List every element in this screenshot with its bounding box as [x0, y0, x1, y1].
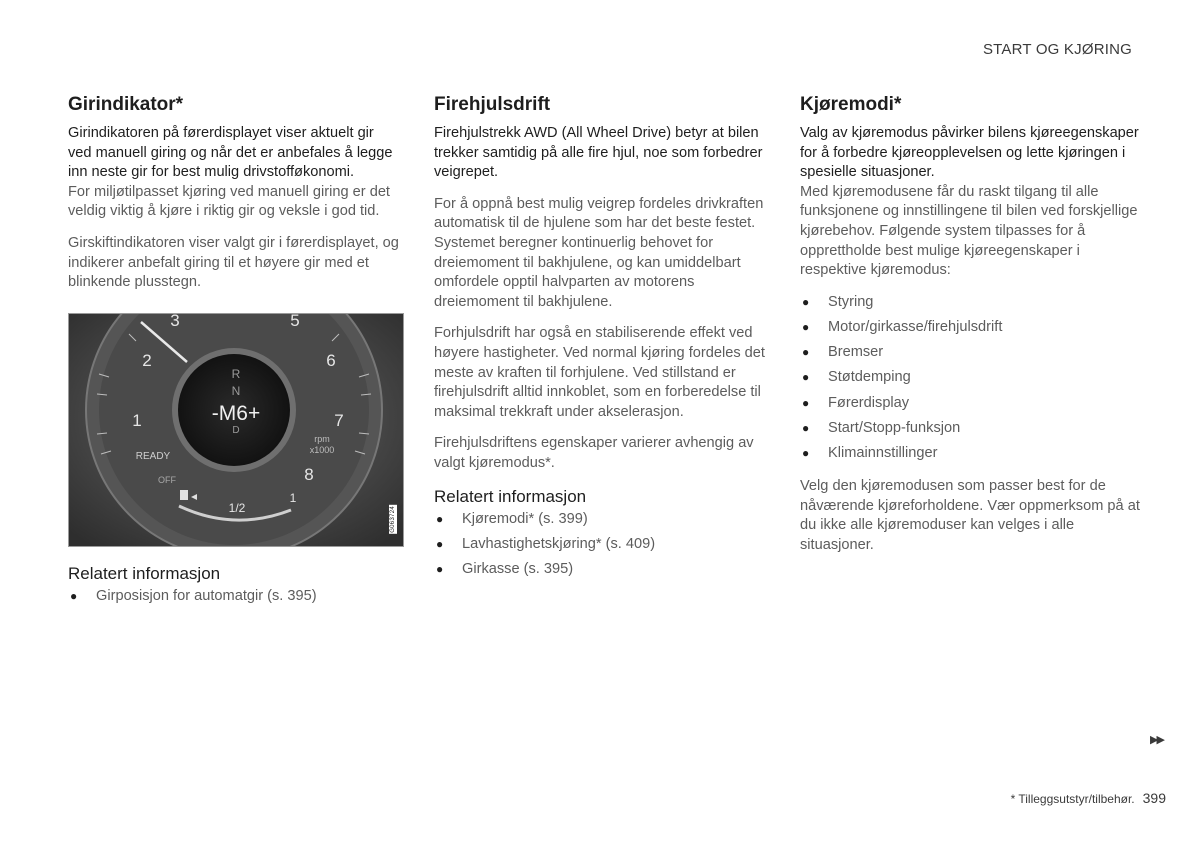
related-title: Relatert informasjon	[68, 563, 221, 583]
figure-code: G063724	[390, 505, 396, 533]
footnote: * Tilleggsutstyr/tilbehør.	[1010, 792, 1135, 806]
girindikator-paragraph-2: Girskiftindikatoren viser valgt gir i førerdisplayet, og indikerer anbefalt giring til et høyere gir med et blinkende plusstegn.	[68, 234, 399, 291]
bullet-icon: ●	[802, 294, 810, 309]
kjoremodi-paragraph-1: Med kjøremodusene får du raskt tilgang til alle funksjonene og innstillingene til bilen ved forskjellige kjørebehov. Følgende system tilpasses for å opprettholde best mulige kjøreegenskaper i respektive kjøremodus:	[800, 183, 1138, 279]
bullet-icon: ●	[802, 345, 810, 360]
tick-2: 2	[142, 350, 152, 370]
page-footer	[1011, 790, 1166, 806]
kjoremodi-paragraph-2: Velg den kjøremodusen som passer best for de nåværende kjøreforholdene. Vær oppmerksom på at du ikke alle kjøremoduser kan velges i alle situasjoner.	[800, 478, 1140, 553]
instrument-cluster-image	[69, 314, 403, 546]
bullet-icon: ●	[436, 561, 444, 576]
girindikator-lead: Girindikatoren på førerdisplayet viser aktuelt gir ved manuell giring og når det er anbefales å legge inn neste gir for best mulig drivstofføkonomi.	[68, 125, 393, 181]
rpm-label: rpm	[314, 433, 330, 444]
rpm-multiplier-label: x1000	[309, 444, 335, 455]
list-item: ● Motor/girkasse/firehjulsdrift	[800, 318, 1140, 338]
bullet-icon: ●	[436, 536, 444, 551]
gear-n-letter: N	[231, 383, 241, 398]
off-indicator: OFF	[158, 474, 176, 485]
firehjulsdrift-lead: Firehjulstrekk AWD (All Wheel Drive) betyr at bilen trekker samtidig på alle fire hjul, noe som forbedrer veigrepet.	[434, 125, 763, 181]
double-triangle-right-icon[interactable]: ▶▶	[1150, 734, 1163, 746]
tick-1: 1	[132, 410, 142, 430]
related-link[interactable]: ● Girkasse (s. 395)	[434, 560, 774, 580]
firehjulsdrift-paragraph-2: Forhjulsdrift har også en stabiliserende effekt ved høyere hastigheter. Ved normal kjøring fordeles det meste av kraften til forhjulene. Ved stillstand er firehjulsdrift alltid innkoblet, som en forberedelse til maksimal trekkraft under akselerasjon.	[434, 325, 765, 420]
tick-6: 6	[326, 350, 336, 370]
firehjulsdrift-paragraph-1: For å oppnå best mulig veigrep fordeles drivkraften automatisk til de hjulene som har det beste festet. Systemet beregner kontinuerlig behovet for dreiemoment til bakhjulene, og kan umiddelbart omfordele opptil halvparten av motorens dreiemoment til bakhjulene.	[434, 195, 764, 310]
firehjulsdrift-title: Firehjulsdrift	[434, 94, 551, 115]
kjoremodi-title: Kjøremodi*	[800, 94, 902, 115]
list-item: ● Førerdisplay	[800, 394, 1140, 414]
kjoremodi-system-list	[800, 293, 1140, 464]
list-item: ● Klimainnstillinger	[800, 444, 1140, 464]
tick-8: 8	[304, 464, 314, 484]
gear-d-letter: D	[232, 424, 240, 436]
bullet-icon: ●	[802, 420, 810, 435]
related-link[interactable]: ● Lavhastighetskjøring* (s. 409)	[434, 535, 774, 555]
firehjulsdrift-section	[434, 92, 774, 585]
related-link[interactable]: ● Girposisjon for automatgir (s. 395)	[68, 587, 400, 607]
section-header: START OG KJØRING	[982, 41, 1132, 58]
firehjulsdrift-paragraph-3: Firehjulsdriftens egenskaper varierer avhengig av valgt kjøremodus*.	[434, 435, 754, 471]
tick-3: 3	[170, 313, 180, 330]
bullet-icon: ●	[802, 395, 810, 410]
current-gear-readout: -M6+	[211, 401, 261, 425]
fuel-full-mark: 1	[289, 490, 297, 505]
kjoremodi-section	[800, 92, 1140, 555]
tick-7: 7	[334, 410, 344, 430]
gear-r-letter: R	[231, 366, 241, 381]
page-number: 399	[1142, 790, 1166, 806]
ready-indicator: READY	[135, 450, 171, 462]
gear-indicator-illustration	[68, 313, 404, 547]
fuel-half-mark: 1/2	[228, 500, 246, 515]
related-title: Relatert informasjon	[434, 486, 587, 506]
girindikator-paragraph-1: For miljøtilpasset kjøring ved manuell giring er det veldig viktig å kjøre i riktig gir og veksle i god tid.	[68, 183, 390, 220]
kjoremodi-lead: Valg av kjøremodus påvirker bilens kjøreegenskaper for å forbedre kjøreopplevelsen og lette kjøringen i spesielle situasjoner.	[800, 125, 1139, 181]
girindikator-section	[68, 92, 400, 612]
bullet-icon: ●	[802, 445, 810, 460]
list-item: ● Start/Stopp-funksjon	[800, 419, 1140, 439]
bullet-icon: ●	[70, 588, 78, 603]
list-item: ● Støtdemping	[800, 368, 1140, 388]
bullet-icon: ●	[802, 319, 810, 334]
related-link[interactable]: ● Kjøremodi* (s. 399)	[434, 510, 774, 530]
firehjulsdrift-related-list	[434, 510, 774, 580]
bullet-icon: ●	[802, 370, 810, 385]
bullet-icon: ●	[436, 511, 444, 526]
girindikator-related	[68, 563, 400, 607]
list-item: ● Bremser	[800, 343, 1140, 363]
girindikator-title: Girindikator*	[68, 94, 184, 115]
tick-5: 5	[290, 313, 300, 330]
list-item: ● Styring	[800, 293, 1140, 313]
